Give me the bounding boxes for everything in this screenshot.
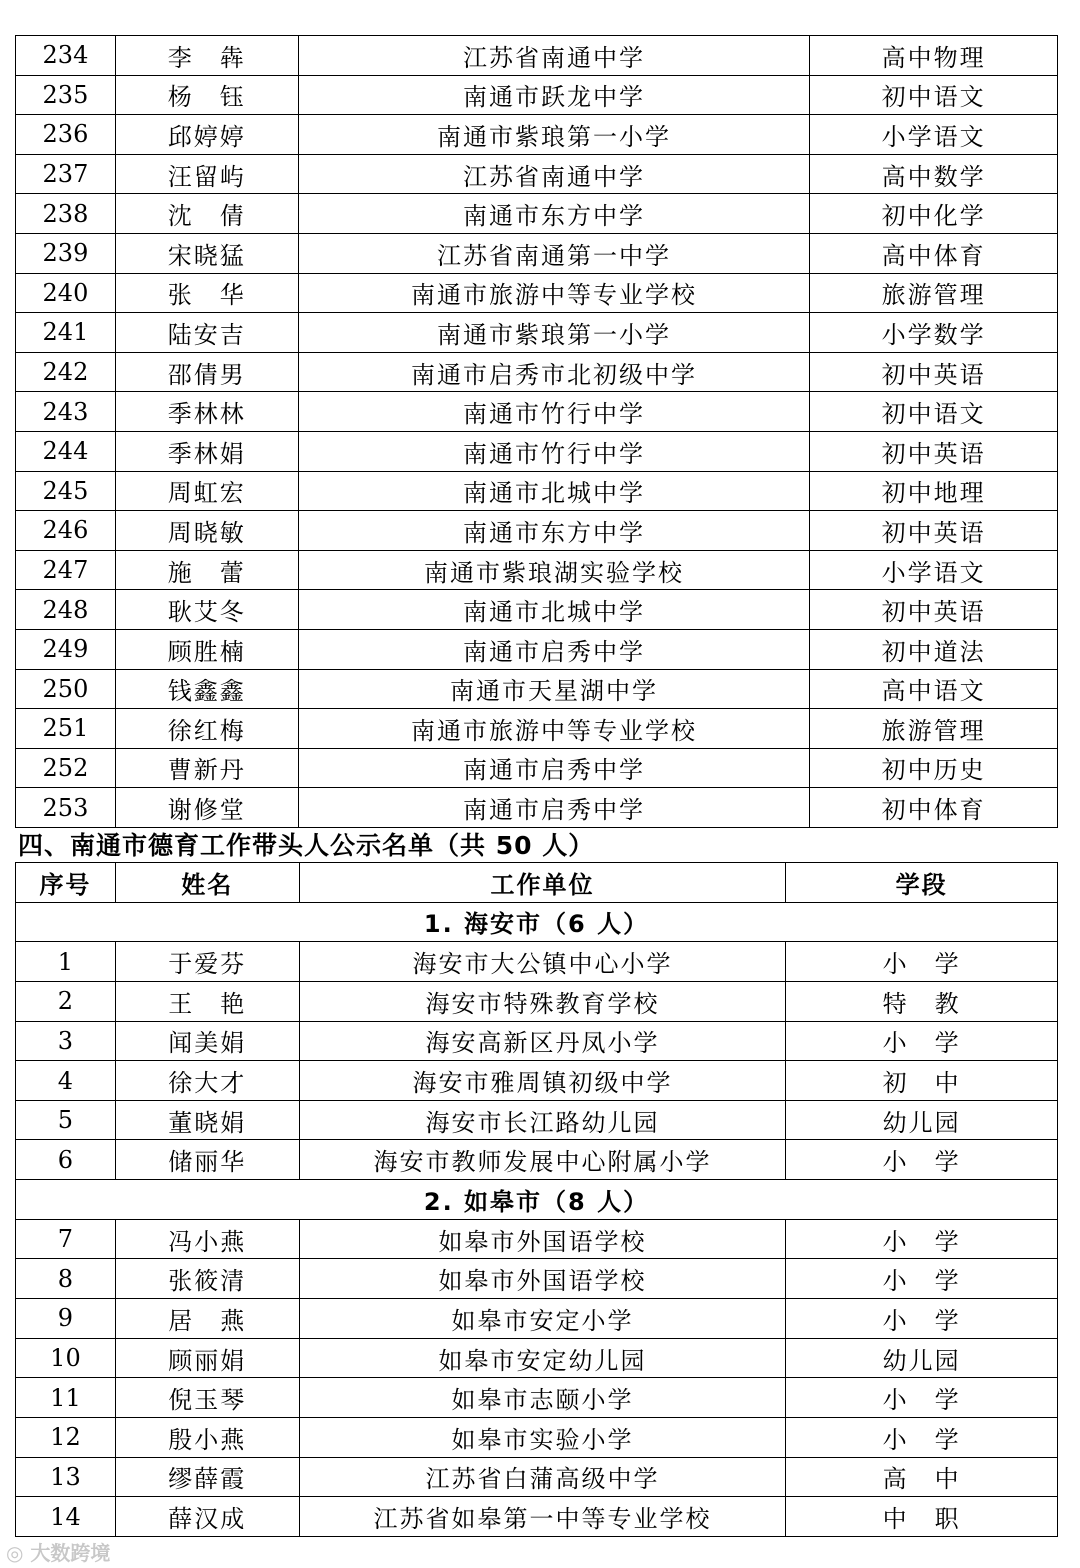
name-cell: 顾胜楠 bbox=[115, 629, 298, 669]
table-row bbox=[16, 352, 1058, 392]
serial-cell: 246 bbox=[16, 511, 116, 551]
serial-cell: 250 bbox=[16, 669, 116, 709]
name-cell: 沈 倩 bbox=[115, 194, 298, 234]
serial-cell: 248 bbox=[16, 590, 116, 630]
workplace-cell: 海安市大公镇中心小学 bbox=[299, 942, 786, 982]
workplace-cell: 南通市北城中学 bbox=[298, 590, 810, 630]
serial-cell: 240 bbox=[16, 273, 116, 313]
name-cell: 周晓敏 bbox=[115, 511, 298, 551]
serial-cell: 7 bbox=[16, 1219, 116, 1259]
serial-cell: 242 bbox=[16, 352, 116, 392]
table-row bbox=[16, 1299, 1058, 1339]
name-cell: 周虹宏 bbox=[115, 471, 298, 511]
workplace-cell: 如皋市外国语学校 bbox=[299, 1219, 786, 1259]
subject-cell: 小学语文 bbox=[810, 550, 1058, 590]
school-level-cell: 高 中 bbox=[786, 1457, 1058, 1497]
table-row bbox=[16, 1021, 1058, 1061]
teacher-list-table-continued bbox=[15, 35, 1058, 828]
subject-cell: 小学语文 bbox=[810, 115, 1058, 155]
subject-cell: 初中历史 bbox=[810, 748, 1058, 788]
serial-cell: 253 bbox=[16, 788, 116, 828]
subject-cell: 初中道法 bbox=[810, 629, 1058, 669]
workplace-cell: 南通市跃龙中学 bbox=[298, 75, 810, 115]
name-cell: 徐大才 bbox=[115, 1061, 299, 1101]
table-row bbox=[16, 431, 1058, 471]
subject-cell: 高中数学 bbox=[810, 154, 1058, 194]
serial-cell: 252 bbox=[16, 748, 116, 788]
workplace-cell: 南通市启秀中学 bbox=[298, 788, 810, 828]
name-cell: 钱鑫鑫 bbox=[115, 669, 298, 709]
table-row bbox=[16, 1259, 1058, 1299]
workplace-cell: 南通市旅游中等专业学校 bbox=[298, 709, 810, 749]
workplace-cell: 江苏省南通中学 bbox=[298, 154, 810, 194]
group-header-row bbox=[16, 902, 1058, 942]
school-level-cell: 小 学 bbox=[786, 1219, 1058, 1259]
table-row bbox=[16, 788, 1058, 828]
serial-cell: 251 bbox=[16, 709, 116, 749]
header-name: 姓名 bbox=[115, 863, 299, 903]
school-level-cell: 幼儿园 bbox=[786, 1338, 1058, 1378]
table-row bbox=[16, 1457, 1058, 1497]
serial-cell: 10 bbox=[16, 1338, 116, 1378]
subject-cell: 初中化学 bbox=[810, 194, 1058, 234]
table-row bbox=[16, 709, 1058, 749]
subject-cell: 初中语文 bbox=[810, 392, 1058, 432]
workplace-cell: 南通市旅游中等专业学校 bbox=[298, 273, 810, 313]
group-title: 1. 海安市（6 人） bbox=[16, 902, 1058, 942]
name-cell: 施 蕾 bbox=[115, 550, 298, 590]
school-level-cell: 特 教 bbox=[786, 981, 1058, 1021]
name-cell: 宋晓猛 bbox=[115, 233, 298, 273]
table-row bbox=[16, 1061, 1058, 1101]
school-level-cell: 中 职 bbox=[786, 1497, 1058, 1537]
table-row bbox=[16, 392, 1058, 432]
workplace-cell: 海安高新区丹凤小学 bbox=[299, 1021, 786, 1061]
name-cell: 殷小燕 bbox=[115, 1417, 299, 1457]
table-row bbox=[16, 154, 1058, 194]
name-cell: 倪玉琴 bbox=[115, 1378, 299, 1418]
name-cell: 缪薛霞 bbox=[115, 1457, 299, 1497]
name-cell: 曹新丹 bbox=[115, 748, 298, 788]
serial-cell: 13 bbox=[16, 1457, 116, 1497]
school-level-cell: 小 学 bbox=[786, 1021, 1058, 1061]
header-workplace: 工作单位 bbox=[299, 863, 786, 903]
serial-cell: 247 bbox=[16, 550, 116, 590]
workplace-cell: 南通市北城中学 bbox=[298, 471, 810, 511]
name-cell: 汪留屿 bbox=[115, 154, 298, 194]
workplace-cell: 如皋市外国语学校 bbox=[299, 1259, 786, 1299]
workplace-cell: 江苏省南通中学 bbox=[298, 36, 810, 76]
serial-cell: 241 bbox=[16, 313, 116, 353]
workplace-cell: 海安市特殊教育学校 bbox=[299, 981, 786, 1021]
table-row bbox=[16, 748, 1058, 788]
serial-cell: 1 bbox=[16, 942, 116, 982]
subject-cell: 高中物理 bbox=[810, 36, 1058, 76]
serial-cell: 243 bbox=[16, 392, 116, 432]
subject-cell: 旅游管理 bbox=[810, 273, 1058, 313]
serial-cell: 12 bbox=[16, 1417, 116, 1457]
serial-cell: 3 bbox=[16, 1021, 116, 1061]
workplace-cell: 海安市教师发展中心附属小学 bbox=[299, 1140, 786, 1180]
workplace-cell: 江苏省南通第一中学 bbox=[298, 233, 810, 273]
serial-cell: 4 bbox=[16, 1061, 116, 1101]
table-row bbox=[16, 511, 1058, 551]
workplace-cell: 如皋市安定小学 bbox=[299, 1299, 786, 1339]
serial-cell: 5 bbox=[16, 1100, 116, 1140]
workplace-cell: 南通市竹行中学 bbox=[298, 392, 810, 432]
name-cell: 于爱芬 bbox=[115, 942, 299, 982]
table-row bbox=[16, 669, 1058, 709]
subject-cell: 初中英语 bbox=[810, 352, 1058, 392]
table-row bbox=[16, 313, 1058, 353]
name-cell: 耿艾冬 bbox=[115, 590, 298, 630]
serial-cell: 239 bbox=[16, 233, 116, 273]
table-row bbox=[16, 981, 1058, 1021]
workplace-cell: 江苏省白蒲高级中学 bbox=[299, 1457, 786, 1497]
subject-cell: 初中体育 bbox=[810, 788, 1058, 828]
workplace-cell: 南通市东方中学 bbox=[298, 511, 810, 551]
table-row bbox=[16, 1219, 1058, 1259]
watermark-logo bbox=[6, 1537, 110, 1566]
name-cell: 储丽华 bbox=[115, 1140, 299, 1180]
workplace-cell: 如皋市实验小学 bbox=[299, 1417, 786, 1457]
table-row bbox=[16, 471, 1058, 511]
serial-cell: 2 bbox=[16, 981, 116, 1021]
header-school-level: 学段 bbox=[786, 863, 1058, 903]
workplace-cell: 如皋市志颐小学 bbox=[299, 1378, 786, 1418]
serial-cell: 234 bbox=[16, 36, 116, 76]
header-serial: 序号 bbox=[16, 863, 116, 903]
workplace-cell: 海安市长江路幼儿园 bbox=[299, 1100, 786, 1140]
table-row bbox=[16, 1338, 1058, 1378]
school-level-cell: 小 学 bbox=[786, 1299, 1058, 1339]
serial-cell: 6 bbox=[16, 1140, 116, 1180]
table-header-row bbox=[16, 863, 1058, 903]
serial-cell: 8 bbox=[16, 1259, 116, 1299]
workplace-cell: 南通市东方中学 bbox=[298, 194, 810, 234]
name-cell: 王 艳 bbox=[115, 981, 299, 1021]
group-title: 2. 如皋市（8 人） bbox=[16, 1180, 1058, 1220]
table-row bbox=[16, 115, 1058, 155]
table-row bbox=[16, 36, 1058, 76]
table-row bbox=[16, 1100, 1058, 1140]
school-level-cell: 初 中 bbox=[786, 1061, 1058, 1101]
weibo-icon: ◎ bbox=[6, 1541, 24, 1565]
table-row bbox=[16, 1378, 1058, 1418]
name-cell: 季林林 bbox=[115, 392, 298, 432]
serial-cell: 249 bbox=[16, 629, 116, 669]
watermark-text: 大数跨境 bbox=[30, 1541, 111, 1565]
workplace-cell: 如皋市安定幼儿园 bbox=[299, 1338, 786, 1378]
table-row bbox=[16, 1497, 1058, 1537]
workplace-cell: 南通市紫琅湖实验学校 bbox=[298, 550, 810, 590]
workplace-cell: 南通市天星湖中学 bbox=[298, 669, 810, 709]
name-cell: 邱婷婷 bbox=[115, 115, 298, 155]
table-row bbox=[16, 1140, 1058, 1180]
school-level-cell: 幼儿园 bbox=[786, 1100, 1058, 1140]
school-level-cell: 小 学 bbox=[786, 1140, 1058, 1180]
workplace-cell: 海安市雅周镇初级中学 bbox=[299, 1061, 786, 1101]
name-cell: 居 燕 bbox=[115, 1299, 299, 1339]
school-level-cell: 小 学 bbox=[786, 942, 1058, 982]
workplace-cell: 南通市启秀中学 bbox=[298, 629, 810, 669]
table-row bbox=[16, 194, 1058, 234]
school-level-cell: 小 学 bbox=[786, 1417, 1058, 1457]
subject-cell: 高中语文 bbox=[810, 669, 1058, 709]
name-cell: 董晓娟 bbox=[115, 1100, 299, 1140]
serial-cell: 9 bbox=[16, 1299, 116, 1339]
name-cell: 陆安吉 bbox=[115, 313, 298, 353]
subject-cell: 高中体育 bbox=[810, 233, 1058, 273]
subject-cell: 初中英语 bbox=[810, 590, 1058, 630]
workplace-cell: 江苏省如皋第一中等专业学校 bbox=[299, 1497, 786, 1537]
name-cell: 冯小燕 bbox=[115, 1219, 299, 1259]
subject-cell: 初中地理 bbox=[810, 471, 1058, 511]
serial-cell: 11 bbox=[16, 1378, 116, 1418]
name-cell: 杨 钰 bbox=[115, 75, 298, 115]
name-cell: 谢修堂 bbox=[115, 788, 298, 828]
serial-cell: 14 bbox=[16, 1497, 116, 1537]
serial-cell: 244 bbox=[16, 431, 116, 471]
name-cell: 薛汉成 bbox=[115, 1497, 299, 1537]
section-title: 四、南通市德育工作带头人公示名单（共 50 人） bbox=[18, 831, 595, 860]
name-cell: 张筱清 bbox=[115, 1259, 299, 1299]
group-header-row bbox=[16, 1180, 1058, 1220]
serial-cell: 245 bbox=[16, 471, 116, 511]
subject-cell: 初中英语 bbox=[810, 511, 1058, 551]
table-row bbox=[16, 75, 1058, 115]
serial-cell: 235 bbox=[16, 75, 116, 115]
workplace-cell: 南通市启秀中学 bbox=[298, 748, 810, 788]
workplace-cell: 南通市竹行中学 bbox=[298, 431, 810, 471]
table-row bbox=[16, 942, 1058, 982]
serial-cell: 236 bbox=[16, 115, 116, 155]
table-row bbox=[16, 273, 1058, 313]
table-row bbox=[16, 629, 1058, 669]
name-cell: 闻美娟 bbox=[115, 1021, 299, 1061]
table-row bbox=[16, 233, 1058, 273]
moral-education-leaders-table bbox=[15, 862, 1058, 1537]
subject-cell: 初中语文 bbox=[810, 75, 1058, 115]
subject-cell: 初中英语 bbox=[810, 431, 1058, 471]
name-cell: 李 犇 bbox=[115, 36, 298, 76]
name-cell: 季林娟 bbox=[115, 431, 298, 471]
serial-cell: 238 bbox=[16, 194, 116, 234]
serial-cell: 237 bbox=[16, 154, 116, 194]
table-row bbox=[16, 550, 1058, 590]
name-cell: 徐红梅 bbox=[115, 709, 298, 749]
name-cell: 顾丽娟 bbox=[115, 1338, 299, 1378]
subject-cell: 小学数学 bbox=[810, 313, 1058, 353]
name-cell: 张 华 bbox=[115, 273, 298, 313]
subject-cell: 旅游管理 bbox=[810, 709, 1058, 749]
name-cell: 邵倩男 bbox=[115, 352, 298, 392]
school-level-cell: 小 学 bbox=[786, 1259, 1058, 1299]
table-row bbox=[16, 590, 1058, 630]
workplace-cell: 南通市紫琅第一小学 bbox=[298, 313, 810, 353]
workplace-cell: 南通市紫琅第一小学 bbox=[298, 115, 810, 155]
school-level-cell: 小 学 bbox=[786, 1378, 1058, 1418]
workplace-cell: 南通市启秀市北初级中学 bbox=[298, 352, 810, 392]
table-row bbox=[16, 1417, 1058, 1457]
